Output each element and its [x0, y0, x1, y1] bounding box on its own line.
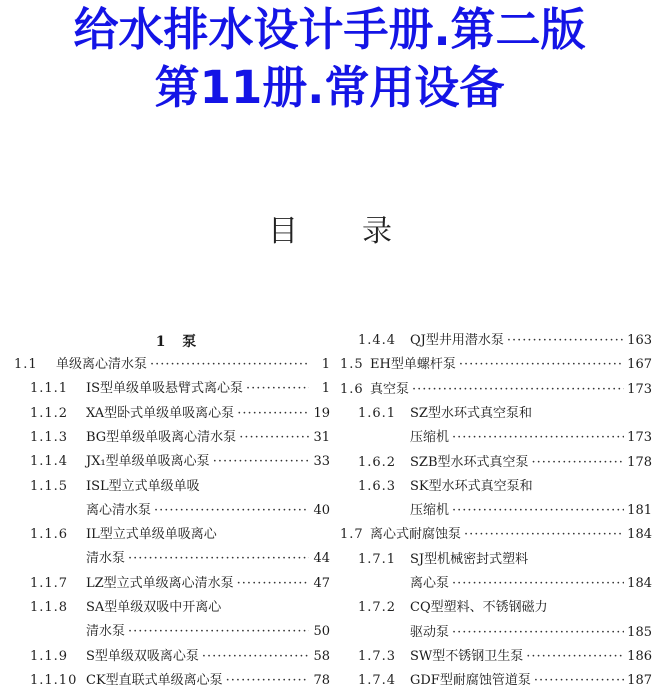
toc-entry-page: 163 — [627, 333, 652, 348]
toc-entry-title: CK型直联式单级离心泵 — [86, 673, 223, 688]
toc-entry-number: 1.7 — [340, 527, 364, 542]
toc-leader-dots — [213, 454, 309, 470]
toc-leader-dots — [237, 576, 309, 592]
toc-entry-title: IL型立式单级单吸离心 — [86, 527, 217, 542]
toc-leader-dots — [452, 430, 624, 446]
toc-leader-dots — [412, 382, 624, 398]
toc-entry — [14, 357, 330, 373]
toc-entry — [86, 551, 330, 567]
toc-entry-title: 清水泵 — [86, 624, 126, 639]
toc-entry-number: 1.6.1 — [358, 406, 397, 421]
toc-entry — [30, 430, 330, 446]
toc-entry-page: 40 — [313, 503, 330, 518]
toc-entry — [358, 333, 652, 349]
toc-entry-title: SA型单级双吸中开离心 — [86, 600, 222, 615]
toc-entry-page: 186 — [627, 649, 652, 664]
toc-entry-number: 1.4.4 — [358, 333, 397, 348]
toc-leader-dots — [246, 381, 309, 397]
toc-entry-number: 1.1.9 — [30, 649, 69, 664]
part-heading: 1 泵 — [155, 334, 203, 350]
toc-entry-number: 1.1.5 — [30, 479, 69, 494]
toc-entry — [30, 527, 330, 543]
toc-entry — [358, 649, 652, 665]
toc-entry-title: 离心泵 — [410, 576, 450, 591]
toc-entry-number: 1.6.2 — [358, 455, 397, 470]
toc-entry-page: 1 — [321, 357, 330, 372]
toc-entry — [86, 624, 330, 640]
toc-entry — [30, 479, 330, 495]
toc-entry-page: 187 — [627, 673, 652, 688]
toc-entry — [410, 576, 652, 592]
toc-leader-dots — [154, 503, 309, 519]
toc-entry-number: 1.1.10 — [30, 673, 78, 688]
toc-entry-page: 1 — [321, 381, 330, 396]
toc-entry-page: 31 — [313, 430, 330, 445]
toc-entry — [30, 454, 330, 470]
toc-entry-title: JX₁型单级单吸离心泵 — [86, 454, 210, 469]
toc-entry — [340, 357, 652, 373]
toc-entry-title: 清水泵 — [86, 551, 126, 566]
toc-entry-page: 33 — [313, 454, 330, 469]
book-title-line-2: 第11册.常用设备 — [154, 61, 505, 114]
toc-entry-title: QJ型井用潜水泵 — [410, 333, 504, 348]
toc-leader-dots — [150, 357, 309, 373]
toc-entry-number: 1.1.6 — [30, 527, 69, 542]
toc-entry-title: 单级离心清水泵 — [56, 357, 148, 372]
toc-entry-number: 1.1.3 — [30, 430, 69, 445]
toc-entry-title: SZ型水环式真空泵和 — [410, 406, 532, 421]
toc-entry-number: 1.1.2 — [30, 406, 69, 421]
toc-entry-number: 1.7.2 — [358, 600, 397, 615]
toc-entry-title: SZB型水环式真空泵 — [410, 455, 529, 470]
toc-entry-page: 173 — [627, 430, 652, 445]
toc-entry-title: ISL型立式单级单吸 — [86, 479, 200, 494]
toc-entry-title: 压缩机 — [410, 430, 450, 445]
toc-entry-page: 173 — [627, 382, 652, 397]
toc-entry-title: LZ型立式单级离心清水泵 — [86, 576, 234, 591]
toc-leader-dots — [452, 625, 624, 641]
toc-entry-title: 压缩机 — [410, 503, 450, 518]
toc-entry-title: 离心清水泵 — [86, 503, 152, 518]
toc-entry-title: 真空泵 — [370, 382, 410, 397]
toc-entry-title: IS型单级单吸悬臂式离心泵 — [86, 381, 244, 396]
toc-entry-number: 1.7.4 — [358, 673, 397, 688]
toc-entry — [30, 406, 330, 422]
toc-entry-page: 167 — [627, 357, 652, 372]
toc-entry — [358, 600, 652, 616]
toc-leader-dots — [239, 430, 309, 446]
toc-leader-dots — [526, 649, 624, 665]
toc-entry — [358, 552, 652, 568]
toc-entry-page: 181 — [627, 503, 652, 518]
toc-entry — [30, 600, 330, 616]
toc-entry — [358, 455, 652, 471]
toc-entry — [358, 479, 652, 495]
toc-heading: 目录 — [268, 214, 456, 249]
toc-leader-dots — [237, 406, 309, 422]
toc-entry — [30, 381, 330, 397]
toc-entry-title: S型单级双吸离心泵 — [86, 649, 199, 664]
toc-entry — [410, 625, 652, 641]
toc-entry-number: 1.6.3 — [358, 479, 397, 494]
toc-entry-title: SJ型机械密封式塑料 — [410, 552, 529, 567]
toc-entry-title: 离心式耐腐蚀泵 — [370, 527, 462, 542]
toc-entry-page: 47 — [313, 576, 330, 591]
toc-entry — [340, 527, 652, 543]
toc-entry-title: SK型水环式真空泵和 — [410, 479, 533, 494]
toc-entry — [30, 649, 330, 665]
toc-entry — [410, 430, 652, 446]
toc-entry — [340, 382, 652, 398]
toc-entry — [86, 503, 330, 519]
toc-entry — [358, 406, 652, 422]
toc-entry-title: CQ型塑料、不锈钢磁力 — [410, 600, 548, 615]
toc-entry-number: 1.1.4 — [30, 454, 69, 469]
toc-entry-page: 78 — [313, 673, 330, 688]
toc-entry — [30, 576, 330, 592]
toc-entry-page: 19 — [313, 406, 330, 421]
toc-entry-page: 184 — [627, 527, 652, 542]
toc-entry-number: 1.7.3 — [358, 649, 397, 664]
toc-leader-dots — [452, 576, 624, 592]
toc-leader-dots — [459, 357, 624, 373]
toc-entry-number: 1.1.1 — [30, 381, 69, 396]
toc-entry-page: 44 — [313, 551, 330, 566]
toc-entry-title: BG型单级单吸离心清水泵 — [86, 430, 237, 445]
toc-entry-number: 1.6 — [340, 382, 364, 397]
toc-entry-number: 1.1.7 — [30, 576, 69, 591]
toc-entry — [410, 503, 652, 519]
toc-leader-dots — [464, 527, 624, 543]
toc-entry-title: GDF型耐腐蚀管道泵 — [410, 673, 531, 688]
toc-entry-page: 50 — [313, 624, 330, 639]
toc-entry-number: 1.5 — [340, 357, 364, 372]
toc-entry-page: 58 — [313, 649, 330, 664]
toc-leader-dots — [507, 333, 624, 349]
toc-leader-dots — [532, 455, 625, 471]
book-title-line-1: 给水排水设计手册.第二版 — [73, 3, 586, 56]
toc-entry-page: 185 — [627, 625, 652, 640]
toc-entry-title: XA型卧式单级单吸离心泵 — [86, 406, 235, 421]
toc-entry-title: 驱动泵 — [410, 625, 450, 640]
toc-leader-dots — [128, 551, 309, 567]
toc-entry-number: 1.1 — [14, 357, 38, 372]
toc-leader-dots — [202, 649, 309, 665]
toc-leader-dots — [452, 503, 624, 519]
toc-entry-page: 184 — [627, 576, 652, 591]
toc-entry-number: 1.7.1 — [358, 552, 397, 567]
toc-entry-title: EH型单螺杆泵 — [370, 357, 456, 372]
toc-entry-page: 178 — [627, 455, 652, 470]
toc-entry-number: 1.1.8 — [30, 600, 69, 615]
toc-leader-dots — [128, 624, 309, 640]
toc-entry-title: SW型不锈钢卫生泵 — [410, 649, 524, 664]
